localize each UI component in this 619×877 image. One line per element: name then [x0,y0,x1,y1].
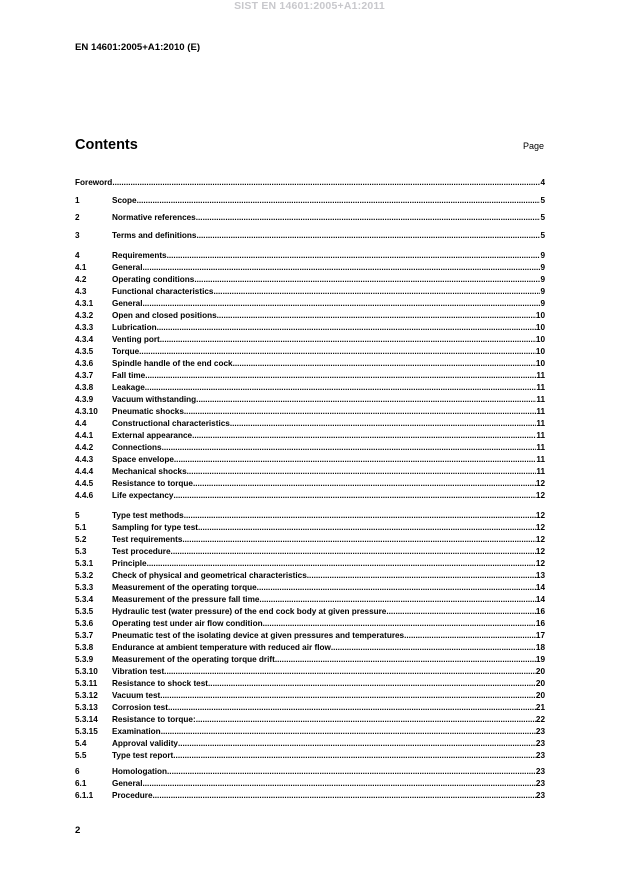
toc-entry-title: Leakage [112,383,145,392]
toc-entry-page: 11 [536,443,545,452]
toc-dot-leader [307,570,536,581]
toc-entry-number: 5.3 [75,547,87,556]
toc-entry-title: Test procedure [112,547,171,556]
toc-entry[interactable] [75,394,545,405]
toc-entry[interactable] [75,678,545,689]
contents-title: Contents [75,137,138,153]
toc-entry-page: 23 [535,751,545,760]
toc-entry-title: Hydraulic test (water pressure) of the end cock body at given pressure [112,607,387,616]
toc-entry-number: 5.3.1 [75,559,94,568]
toc-dot-leader [160,690,536,701]
toc-entry-page: 5 [540,196,545,205]
toc-entry-title: Measurement of the operating torque drift [112,655,275,664]
toc-entry-number: 4.4.4 [75,467,94,476]
toc-dot-leader [184,510,536,521]
page-number: 2 [75,825,81,836]
toc-entry-page: 23 [535,727,545,736]
toc-dot-leader [157,322,536,333]
toc-entry[interactable] [75,430,545,441]
toc-dot-leader [233,358,536,369]
toc-entry-page: 12 [535,523,545,532]
toc-entry-number: 4.4.1 [75,431,94,440]
toc-dot-leader [173,750,536,761]
toc-entry[interactable] [75,310,545,321]
toc-entry-page: 10 [535,323,545,332]
toc-entry-page: 11 [536,395,545,404]
toc-entry-title: General [112,299,143,308]
toc-dot-leader [143,262,541,273]
toc-entry-title: Normative references [112,213,196,222]
toc-entry-title: Measurement of the pressure fall time [112,595,260,604]
document-id: EN 14601:2005+A1:2010 (E) [75,42,201,53]
toc-entry-number: 4.3.7 [75,371,94,380]
toc-entry[interactable] [75,358,545,369]
toc-entry-page: 18 [535,643,545,652]
toc-entry[interactable] [75,346,545,357]
toc-entry-number: 5.3.4 [75,595,94,604]
toc-entry-page: 11 [536,407,545,416]
toc-entry-page: 11 [536,383,545,392]
toc-entry-number: 5.3.10 [75,667,98,676]
toc-entry-page: 21 [535,703,545,712]
toc-dot-leader [167,250,541,261]
toc-entry[interactable] [75,702,545,713]
toc-entry[interactable] [75,726,545,737]
toc-entry[interactable] [75,666,545,677]
toc-entry[interactable] [75,790,545,801]
toc-entry-title: Resistance to shock test [112,679,209,688]
toc-entry-number: 6.1.1 [75,791,94,800]
toc-entry-title: Pneumatic test of the isolating device at given pressures and temperatures [112,631,405,640]
toc-entry-title: Scope [112,196,137,205]
toc-entry-title: Procedure [112,791,153,800]
toc-dot-leader [160,334,536,345]
toc-entry-number: 4.4 [75,419,87,428]
toc-entry-page: 10 [535,311,545,320]
toc-entry-number: 5.3.11 [75,679,98,688]
toc-entry-number: 5.3.8 [75,643,94,652]
toc-entry[interactable] [75,195,545,206]
toc-entry-title: Torque [112,347,140,356]
toc-entry-title: Homologation [112,767,168,776]
toc-entry-page: 9 [540,299,545,308]
toc-dot-leader [275,654,536,665]
toc-entry-title: Terms and definitions [112,231,197,240]
toc-entry-page: 10 [535,359,545,368]
toc-dot-leader [184,406,536,417]
toc-dot-leader [230,418,536,429]
toc-entry-page: 23 [535,779,545,788]
toc-entry-number: 4.3.10 [75,407,98,416]
toc-entry[interactable] [75,262,545,273]
toc-entry[interactable] [75,570,545,581]
toc-entry[interactable] [75,298,545,309]
toc-entry-title: Connections [112,443,162,452]
toc-entry-page: 9 [540,251,545,260]
toc-dot-leader [196,212,541,223]
toc-dot-leader [193,478,536,489]
toc-dot-leader [161,726,536,737]
toc-entry-number: 5.2 [75,535,87,544]
toc-entry-page: 14 [535,583,545,592]
toc-entry-title: Corrosion test [112,703,168,712]
toc-entry[interactable] [75,250,545,261]
toc-entry-title: Sampling for type test [112,523,198,532]
toc-entry-page: 12 [535,491,545,500]
toc-entry-number: 5.3.6 [75,619,94,628]
toc-entry-title: Measurement of the operating torque [112,583,257,592]
toc-entry-number: 4.3.1 [75,299,94,308]
toc-entry-page: 5 [540,213,545,222]
toc-entry-title: Approval validity [112,739,178,748]
toc-entry-number: 6 [75,767,80,776]
toc-entry-page: 12 [535,511,545,520]
toc-dot-leader [257,582,536,593]
toc-entry-number: 4.3.4 [75,335,94,344]
toc-entry[interactable] [75,606,545,617]
toc-entry-title: Venting port [112,335,160,344]
toc-entry-title: Type test methods [112,511,184,520]
toc-entry-page: 17 [535,631,545,640]
toc-entry-title: Open and closed positions [112,311,217,320]
toc-entry-page: 14 [535,595,545,604]
toc-entry-title: Resistance to torque [112,479,193,488]
toc-entry[interactable] [75,546,545,557]
toc-entry[interactable] [75,478,545,489]
toc-entry[interactable] [75,766,545,777]
toc-entry-title: Mechanical shocks [112,467,187,476]
toc-dot-leader [168,702,536,713]
toc-dot-leader [196,394,536,405]
toc-entry-number: 6.1 [75,779,87,788]
toc-entry-number: 4.4.3 [75,455,94,464]
toc-entry-page: 12 [535,479,545,488]
toc-entry-number: 2 [75,213,80,222]
toc-dot-leader [404,630,536,641]
toc-entry[interactable] [75,490,545,501]
toc-entry-page: 12 [535,547,545,556]
toc-entry[interactable] [75,334,545,345]
toc-entry[interactable] [75,212,545,223]
toc-entry[interactable] [75,630,545,641]
toc-entry-number: 5.3.9 [75,655,94,664]
toc-entry-title: Examination [112,727,161,736]
toc-entry-title: Vibration test [112,667,165,676]
toc-entry-number: 4.4.5 [75,479,94,488]
toc-entry[interactable] [75,322,545,333]
toc-entry[interactable] [75,738,545,749]
toc-entry-number: 5.3.14 [75,715,98,724]
toc-entry-page: 23 [535,739,545,748]
toc-entry-number: 4.3.6 [75,359,94,368]
toc-entry[interactable] [75,642,545,653]
toc-entry-title: Foreword [75,178,113,187]
toc-entry[interactable] [75,690,545,701]
toc-entry[interactable] [75,370,545,381]
toc-dot-leader [137,195,541,206]
toc-entry[interactable] [75,406,545,417]
toc-entry[interactable] [75,286,545,297]
toc-entry-title: Space envelope [112,455,174,464]
toc-entry-title: General [112,263,143,272]
toc-entry[interactable] [75,442,545,453]
toc-dot-leader [145,382,537,393]
toc-entry-number: 4 [75,251,80,260]
toc-entry-number: 3 [75,231,80,240]
toc-entry-page: 11 [536,431,545,440]
toc-entry[interactable] [75,230,545,241]
toc-entry-number: 5.3.13 [75,703,98,712]
toc-entry-page: 9 [540,287,545,296]
toc-entry[interactable] [75,418,545,429]
toc-dot-leader [145,370,536,381]
toc-entry-number: 5.5 [75,751,87,760]
toc-entry-title: Principle [112,559,147,568]
toc-entry-number: 4.1 [75,263,87,272]
toc-entry-page: 13 [535,571,545,580]
toc-dot-leader [196,230,540,241]
toc-entry-title: Requirements [112,251,167,260]
toc-entry-title: Test requirements [112,535,183,544]
toc-entry-number: 4.3.8 [75,383,94,392]
toc-entry-page: 10 [535,347,545,356]
toc-entry-page: 16 [535,607,545,616]
toc-dot-leader [217,310,536,321]
toc-entry-number: 5.3.15 [75,727,98,736]
toc-entry-page: 11 [536,455,545,464]
toc-entry-page: 23 [535,791,545,800]
toc-dot-leader [164,666,536,677]
toc-entry-number: 4.3.2 [75,311,94,320]
toc-entry[interactable] [75,618,545,629]
toc-entry-title: Resistance to torque: [112,715,196,724]
toc-entry[interactable] [75,534,545,545]
toc-entry-title: Vacuum withstanding [112,395,197,404]
toc-dot-leader [162,442,537,453]
toc-entry-number: 4.4.2 [75,443,94,452]
toc-entry[interactable] [75,510,545,521]
toc-entry[interactable] [75,454,545,465]
toc-dot-leader [171,546,536,557]
toc-dot-leader [167,766,536,777]
toc-entry-page: 20 [535,691,545,700]
toc-entry-page: 19 [535,655,545,664]
toc-dot-leader [182,534,536,545]
toc-entry[interactable] [75,274,545,285]
toc-entry-page: 22 [535,715,545,724]
toc-entry-title: Fall time [112,371,146,380]
toc-entry-page: 12 [535,559,545,568]
toc-entry[interactable] [75,714,545,725]
toc-entry-title: Lubrication [112,323,157,332]
toc-entry-page: 9 [540,275,545,284]
toc-entry[interactable] [75,594,545,605]
toc-entry-number: 5.4 [75,739,87,748]
toc-entry-page: 4 [540,178,545,187]
toc-entry[interactable] [75,522,545,533]
toc-dot-leader [173,490,535,501]
toc-entry-page: 9 [540,263,545,272]
toc-entry-page: 23 [535,767,545,776]
toc-entry-number: 4.3.5 [75,347,94,356]
toc-entry-title: External appearance [112,431,193,440]
page-column-label: Page [522,141,544,151]
toc-entry-number: 5.3.7 [75,631,94,640]
toc-entry-title: Check of physical and geometrical characteristics [112,571,307,580]
toc-dot-leader [194,274,540,285]
toc-entry[interactable] [75,382,545,393]
toc-entry-number: 5.3.3 [75,583,94,592]
toc-entry[interactable] [75,582,545,593]
toc-entry[interactable] [75,654,545,665]
toc-dot-leader [147,558,536,569]
toc-entry[interactable] [75,466,545,477]
toc-entry-number: 5.3.2 [75,571,94,580]
toc-entry-page: 11 [536,419,545,428]
toc-entry-number: 5.1 [75,523,87,532]
toc-entry-number: 1 [75,196,80,205]
toc-entry[interactable] [75,558,545,569]
toc-entry-page: 12 [535,535,545,544]
toc-entry-title: Vacuum test [112,691,161,700]
toc-entry-number: 4.3.3 [75,323,94,332]
toc-entry-title: Operating test under air flow condition [112,619,263,628]
toc-dot-leader [213,286,540,297]
toc-entry-page: 20 [535,679,545,688]
toc-dot-leader [198,522,536,533]
toc-entry-page: 10 [535,335,545,344]
toc-entry-number: 4.4.6 [75,491,94,500]
toc-dot-leader [139,346,536,357]
toc-entry-page: 11 [536,467,545,476]
toc-dot-leader [192,430,536,441]
toc-entry-page: 11 [536,371,545,380]
toc-entry-title: Operating conditions [112,275,195,284]
toc-entry-number: 4.3.9 [75,395,94,404]
toc-entry-title: General [112,779,143,788]
toc-entry[interactable] [75,177,545,188]
toc-entry-title: Pneumatic shocks [112,407,184,416]
toc-dot-leader [143,778,536,789]
toc-dot-leader [259,594,535,605]
watermark: SIST EN 14601:2005+A1:2011 [234,0,385,12]
toc-entry-title: Endurance at ambient temperature with reduced air flow [112,643,331,652]
toc-dot-leader [112,177,540,188]
toc-dot-leader [143,298,541,309]
toc-dot-leader [153,790,536,801]
toc-dot-leader [178,738,536,749]
toc-entry-page: 16 [535,619,545,628]
toc-entry-page: 20 [535,667,545,676]
toc-entry-number: 4.2 [75,275,87,284]
toc-dot-leader [187,466,537,477]
toc-entry[interactable] [75,750,545,761]
toc-entry-number: 4.3 [75,287,87,296]
toc-entry-number: 5.3.5 [75,607,94,616]
toc-dot-leader [331,642,536,653]
toc-entry-title: Spindle handle of the end cock [112,359,233,368]
toc-dot-leader [196,714,536,725]
toc-dot-leader [386,606,536,617]
toc-entry-page: 5 [540,231,545,240]
toc-dot-leader [208,678,536,689]
toc-entry-title: Functional characteristics [112,287,214,296]
toc-entry-title: Type test report [112,751,174,760]
toc-entry-title: Life expectancy [112,491,174,500]
toc-entry-number: 5.3.12 [75,691,98,700]
toc-dot-leader [174,454,536,465]
toc-entry-title: Constructional characteristics [112,419,230,428]
toc-entry[interactable] [75,778,545,789]
toc-entry-number: 5 [75,511,80,520]
toc-dot-leader [263,618,536,629]
